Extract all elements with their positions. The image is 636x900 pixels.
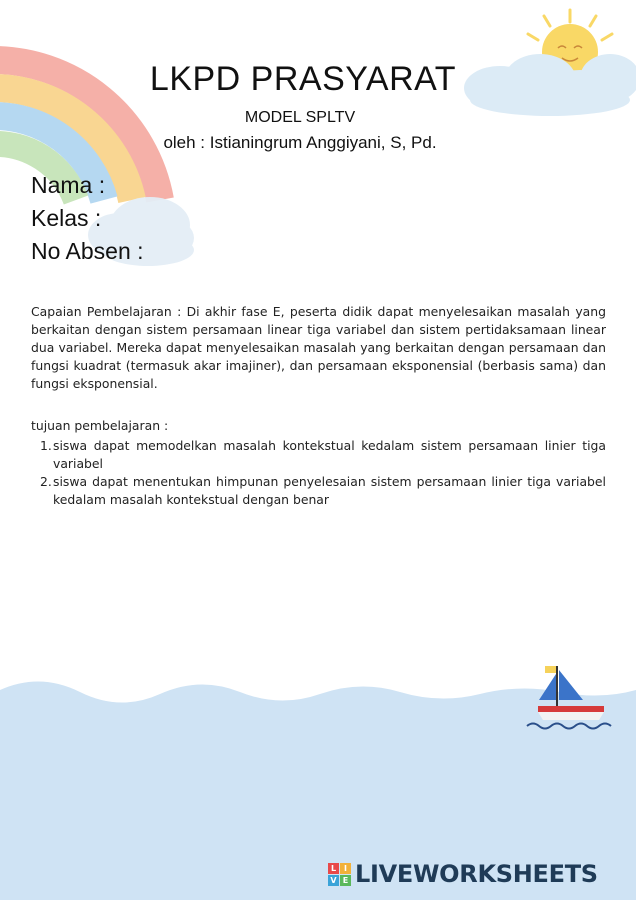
page-subtitle: MODEL SPLTV	[244, 109, 356, 126]
liveworksheets-logo-mark	[328, 863, 351, 886]
page-title: LKPD PRASYARAT	[149, 60, 457, 98]
objective-item	[40, 437, 606, 473]
objective-text: siswa dapat memodelkan masalah kontekstual kedalam sistem persamaan linier tiga variabel	[53, 438, 606, 471]
objective-number: 2.	[40, 474, 52, 489]
learning-outcome-paragraph: Capaian Pembelajaran : Di akhir fase E, peserta didik dapat menyelesaikan masalah yang berkaitan dengan sistem persamaan linear tiga variabel dan sistem pertidaksamaan linear dua variabel. Mereka dapat menyelesaikan masalah yang berkaitan dengan persamaan dan fungsi kuadrat (termasuk akar imajiner), dan persamaan eksponensial (berbasis sama) dan fungsi eksponensial.	[31, 304, 606, 391]
absen-field-label: No Absen :	[31, 238, 144, 264]
sailboat-icon	[525, 662, 615, 737]
logo-letter: L	[328, 863, 339, 874]
logo-letter: I	[340, 863, 351, 874]
objective-item	[40, 473, 606, 509]
name-field-label: Nama :	[31, 172, 106, 198]
logo-letter: V	[328, 875, 339, 886]
liveworksheets-wordmark: LIVEWORKSHEETS	[355, 860, 598, 888]
class-field-label: Kelas :	[31, 205, 102, 231]
liveworksheets-logo	[328, 860, 598, 888]
objective-text: siswa dapat menentukan himpunan penyelesaian sistem persamaan linier tiga variabel kedalam masalah kontekstual dengan benar	[53, 474, 606, 507]
logo-letter: E	[340, 875, 351, 886]
author-line: oleh : Istianingrum Anggiyani, S, Pd.	[163, 133, 437, 152]
objective-number: 1.	[40, 438, 52, 453]
objectives-heading: tujuan pembelajaran :	[31, 418, 169, 433]
